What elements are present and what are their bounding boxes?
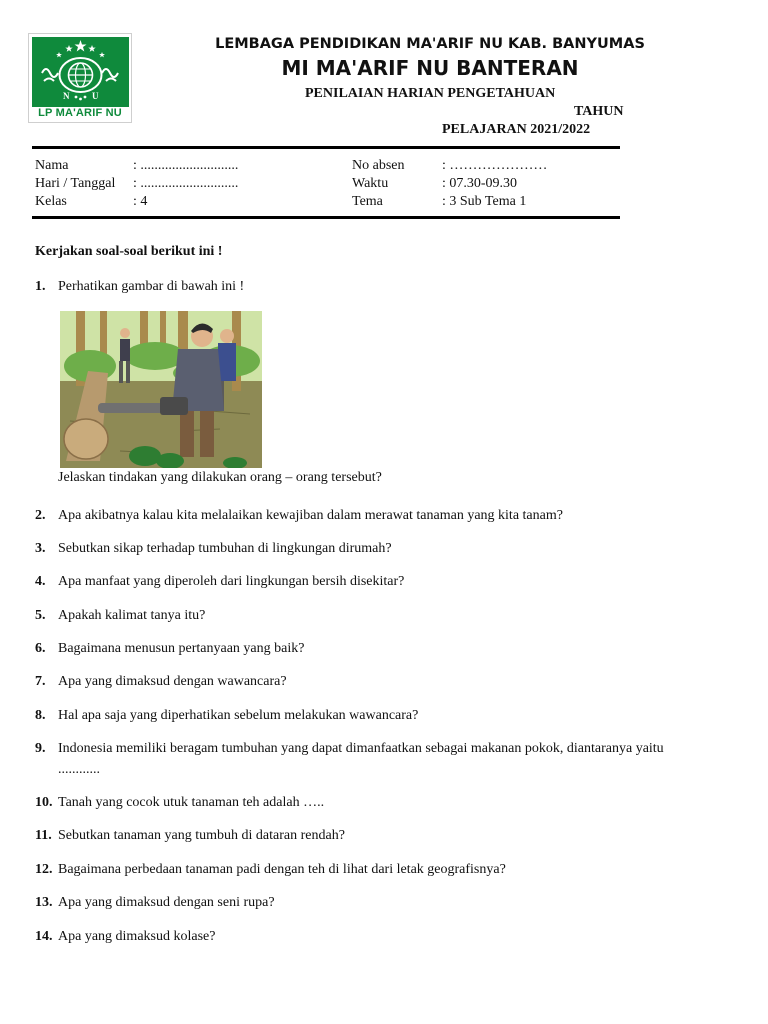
academic-year: PELAJARAN 2021/2022 [442,122,591,137]
question-12 [35,859,698,880]
question-number: 3. [35,541,46,556]
tanggal-label: Hari / Tanggal [35,176,116,191]
waktu-row [352,175,547,193]
question-3 [35,538,698,559]
tree-cutting-illustration [60,311,262,468]
question-number: 9. [35,741,46,756]
question-9 [35,738,698,780]
absen-value: : ………………… [442,158,548,173]
question-text: Perhatikan gambar di bawah ini ! [58,279,245,294]
logo-letter-n: N [63,91,70,101]
question-number: 13. [35,895,53,910]
tanggal-value: : ............................ [133,176,239,191]
waktu-value: : 07.30-09.30 [442,176,518,191]
tema-value: : 3 Sub Tema 1 [442,194,527,209]
nama-label: Nama [35,158,69,173]
tema-row [352,193,547,211]
instruction: Kerjakan soal-soal berikut ini ! [35,244,223,259]
question-number: 14. [35,929,53,944]
question-1 [35,276,698,297]
question-number: 10. [35,795,53,810]
question-number: 2. [35,508,46,523]
question-number: 5. [35,608,46,623]
logo-emblem [32,37,129,107]
question-11 [35,825,698,846]
question-13 [35,892,698,913]
question-14 [35,926,698,947]
header-rule-bottom [32,216,620,219]
question-8 [35,705,698,726]
question-text: Bagaimana perbedaan tanaman padi dengan teh di lihat dari letak geografisnya? [58,862,506,877]
question-text: Apa yang dimaksud dengan wawancara? [58,674,287,689]
question-text: Sebutkan tanaman yang tumbuh di dataran rendah? [58,828,345,843]
question-text: Apakah kalimat tanya itu? [58,608,206,623]
tema-label: Tema [352,194,383,209]
nu-globe-emblem-icon [32,37,129,107]
student-info-right [352,157,547,211]
question-4 [35,571,698,592]
nama-value: : ............................ [133,158,239,173]
header-rule-top [32,146,620,149]
school-name: MI MA'ARIF NU BANTERAN [281,56,579,80]
kelas-label: Kelas [35,194,67,209]
student-info-left [35,157,238,211]
tanggal-row [35,175,238,193]
question-text: Sebutkan sikap terhadap tumbuhan di lingkungan dirumah? [58,541,392,556]
question-text: Bagaimana menusun pertanyaan yang baik? [58,641,305,656]
question-10 [35,792,698,813]
academic-year-label: TAHUN [574,104,624,119]
nama-row [35,157,238,175]
question-text: Tanah yang cocok utuk tanaman teh adalah ….. [58,795,325,810]
question-number: 7. [35,674,46,689]
question-text: Apa manfaat yang diperoleh dari lingkungan bersih disekitar? [58,574,405,589]
question-number: 8. [35,708,46,723]
picture-question: Jelaskan tindakan yang dilakukan orang – orang tersebut? [58,470,382,485]
question-number: 12. [35,862,53,877]
question-2 [35,505,698,526]
question-text: Indonesia memiliki beragam tumbuhan yang dapat dimanfaatkan sebagai makanan pokok, diantaranya yaitu ............ [58,741,664,777]
logo-caption: LP MA'ARIF NU [38,107,122,119]
question-7 [35,671,698,692]
assessment-title: PENILAIAN HARIAN PENGETAHUAN [305,86,556,101]
question-5 [35,605,698,626]
question-number: 11. [35,828,52,843]
question-text: Apa yang dimaksud kolase? [58,929,216,944]
absen-label: No absen [352,158,405,173]
institution-name: LEMBAGA PENDIDIKAN MA'ARIF NU KAB. BANYUMAS [215,36,645,52]
kelas-value: : 4 [133,194,148,209]
waktu-label: Waktu [352,176,389,191]
lp-maarif-nu-logo [28,33,132,123]
question-text: Apa yang dimaksud dengan seni rupa? [58,895,275,910]
question-number: 4. [35,574,46,589]
logo-letter-u: U [92,91,99,101]
question-6 [35,638,698,659]
absen-row [352,157,547,175]
question-number: 6. [35,641,46,656]
question-text: Apa akibatnya kalau kita melalaikan kewajiban dalam merawat tanaman yang kita tanam? [58,508,563,523]
question-text: Hal apa saja yang diperhatikan sebelum melakukan wawancara? [58,708,419,723]
question-number: 1. [35,279,46,294]
kelas-row [35,193,238,211]
